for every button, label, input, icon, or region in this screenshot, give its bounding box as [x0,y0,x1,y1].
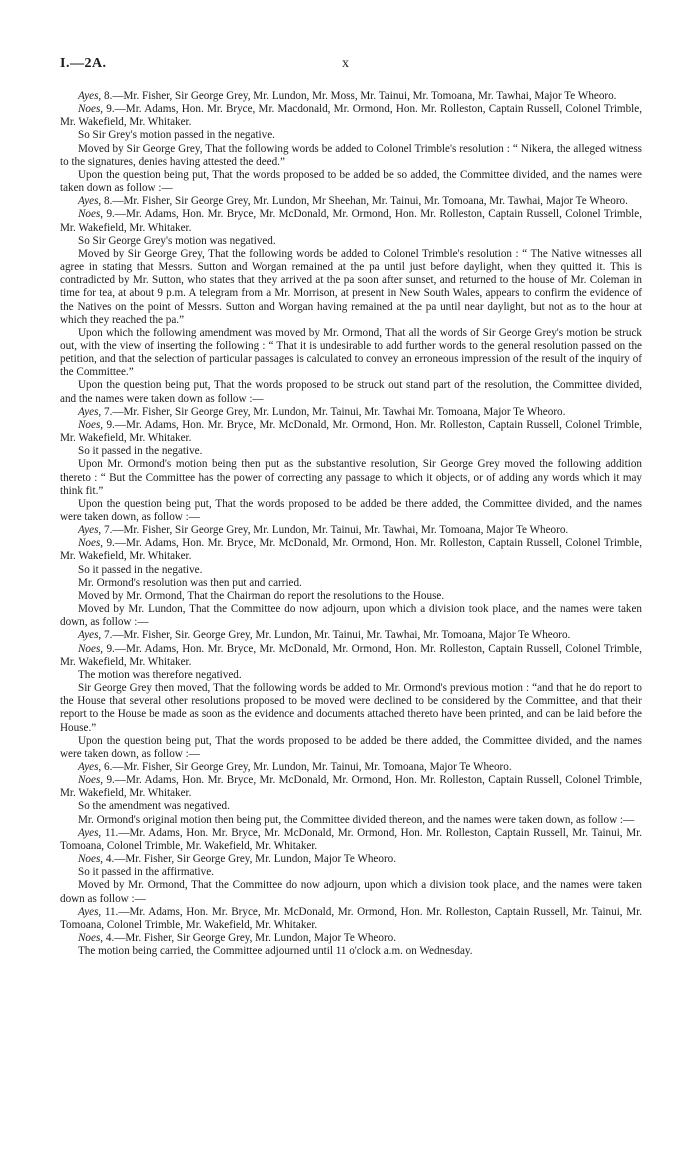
paragraph [60,827,642,853]
paragraph-text: Moved by Mr. Ormond, That the Committee do now adjourn, upon which a division took place, and the names were taken down as follow :— [60,879,642,905]
paragraph [60,524,642,537]
vote-label: Noes [78,537,101,550]
paragraph-text: Upon the question being put, That the words proposed to be struck out stand part of the resolution, the Committee divided, and the names were taken down as follow :— [60,379,642,405]
vote-label: Ayes [78,90,99,102]
paragraph [60,327,642,380]
paragraph [60,866,642,879]
paragraph-text: , 11.—Mr. Adams, Hon. Mr. Bryce, Mr. McDonald, Mr. Ormond, Hon. Mr. Rolleston, Captain Russell, Mr. Tainui, Mr. Tomoana, Colonel Trimble, Mr. Wakefield, Mr. Whitaker. [60,826,642,852]
vote-label: Ayes [78,629,99,642]
paragraph-text: , 4.—Mr. Fisher, Sir George Grey, Mr. Lundon, Major Te Wheoro. [100,853,397,866]
paragraph [60,208,642,234]
paragraph-text: , 9.—Mr. Adams, Hon. Mr. Bryce, Mr. McDonald, Mr. Ormond, Hon. Mr. Rolleston, Captain Russell, Colonel Trimble, Mr. Wakefield, Mr. Whitaker. [60,418,642,445]
document-page [60,56,642,958]
paragraph [60,143,642,169]
paragraph [60,195,642,208]
vote-label: Ayes [78,195,99,208]
vote-label: Noes [78,853,101,866]
vote-label: Ayes [78,760,99,773]
paragraph [60,603,642,629]
paragraph [60,735,642,761]
paragraph-text: Sir George Grey then moved, That the following words be added to Mr. Ormond's previous motion : “and that he do report to the House that several other resolutions proposed to be moved were declined to be considered by the Committee, and that their report to the House be made as soon as the evidence and documents attached thereto have been printed, and can be laid before the House.” [60,682,642,734]
paragraph-text: The motion being carried, the Committee adjourned until 11 o'clock a.m. on Wednesday. [78,945,473,958]
paragraph-text: So it passed in the negative. [78,445,203,458]
paragraph [60,564,642,577]
paragraph [60,761,642,774]
paragraph [60,129,642,142]
paragraph [60,458,642,497]
paragraph-text: Upon the question being put, That the words proposed to be added be so added, the Committee divided, and the names were taken down as follow :— [60,168,642,195]
paragraph-text: , 9.—Mr. Adams, Hon. Mr. Bryce, Mr. McDonald, Mr. Ormond, Hon. Mr. Rolleston, Captain Russell, Colonel Trimble, Mr. Wakefield, Mr. Whitaker. [60,208,642,234]
paper-reference: I.—2A. [60,56,107,71]
paragraph [60,800,642,813]
paragraph-text: Upon Mr. Ormond's motion being then put as the substantive resolution, Sir George Grey moved the following addition thereto : “ But the Committee has the power of correcting any passage to which it objects, or of adding any words which it may think fit.” [60,458,642,497]
paragraph-text: , 7.—Mr. Fisher, Sir. George Grey, Mr. Lundon, Mr. Tainui, Mr. Tawhai, Mr. Tomoana, Major Te Wheoro. [98,629,571,642]
vote-label: Noes [78,208,101,221]
paragraph-text: Moved by Sir George Grey, That the following words be added to Colonel Trimble's resolution : “ Nikera, the alleged witness to the signatures, denies having attested the deed.” [60,142,642,168]
vote-label: Ayes [78,405,99,418]
paragraph [60,537,642,563]
paragraph [60,853,642,866]
vote-label: Noes [78,774,101,787]
vote-label: Ayes [78,905,99,918]
paragraph-text: Moved by Mr. Ormond, That the Chairman do report the resolutions to the House. [78,589,445,602]
paragraph-text: , 8.—Mr. Fisher, Sir George Grey, Mr. Lundon, Mr Sheehan, Mr. Tainui, Mr. Tomoana, Mr. Tawhai, Major Te Wheoro. [98,195,628,208]
paragraph-text: , 4.—Mr. Fisher, Sir George Grey, Mr. Lundon, Major Te Wheoro. [100,932,397,944]
vote-label: Ayes [78,524,99,537]
paragraph-text: Upon which the following amendment was moved by Mr. Ormond, That all the words of Sir George Grey's motion be struck out, with the view of inserting the following : “ That it is undesirable to add further words to the general resolution passed on the petition, and that the selection of particular passages is calculated to convey an erroneous impression of the result of the inquiry of the Committee.” [60,326,642,379]
paragraph [60,419,642,445]
vote-label: Noes [78,932,101,944]
paragraph [60,682,642,735]
vote-label: Noes [78,642,101,655]
paragraph-text: Upon the question being put, That the words proposed to be added be there added, the Committee divided, and the names were taken down, as follow :— [60,734,642,760]
paragraph-text: , 6.—Mr. Fisher, Sir George Grey, Mr. Lundon, Mr. Tainui, Mr. Tomoana, Major Te Wheoro. [98,760,512,773]
paragraph-text: So it passed in the negative. [78,563,203,576]
paragraph [60,90,642,103]
paragraph-text: So Sir Grey's motion passed in the negative. [78,129,275,142]
paragraph-text: Moved by Mr. Lundon, That the Committee do now adjourn, upon which a division took place, and the names were taken down, as follow :— [60,603,642,629]
page-number: x [342,56,349,71]
paragraph-text: So Sir George Grey's motion was negatived. [78,234,276,247]
paragraph [60,932,642,945]
paragraph-text: , 7.—Mr. Fisher, Sir George Grey, Mr. Lundon, Mr. Tainui, Mr. Tawhai Mr. Tomoana, Major Te Wheoro. [98,405,566,418]
paragraph [60,235,642,248]
paragraph-text: , 11.—Mr. Adams, Hon. Mr. Bryce, Mr. McDonald, Mr. Ormond, Hon. Mr. Rolleston, Captain Russell, Mr. Tainui, Mr. Tomoana, Colonel Trimble, Mr. Wakefield, Mr. Whitaker. [60,905,642,931]
paragraph [60,643,642,669]
paragraph-text: , 8.—Mr. Fisher, Sir George Grey, Mr. Lundon, Mr. Moss, Mr. Tainui, Mr. Tomoana, Mr. Tawhai, Major Te Wheoro. [98,90,617,102]
paragraph [60,498,642,524]
paragraph [60,629,642,642]
paragraph-text: So the amendment was negatived. [78,800,230,813]
paragraph-text: So it passed in the affirmative. [78,866,214,879]
paragraph-text: Moved by Sir George Grey, That the following words be added to Colonel Trimble's resolution : “ The Native witnesses all agree in stating that Messrs. Sutton and Worgan remained at the pa until just before daylight, when they quitted it. This is contradicted by Mr. Sutton, who states that they arrived at the pa soon after sunset, and returned to the house of Mr. Coleman in time for tea, at about 9 p.m. A telegram from a Mr. Morrison, at present in New South Wales, appears to confirm the evidence of the Natives on the point of Messrs. Sutton and Worgan having remained at the pa until near daylight, but not as to the hour at which they reached the pa.” [60,247,642,326]
vote-label: Noes [78,103,101,116]
paragraph [60,906,642,932]
paragraph-text: , 9.—Mr. Adams, Hon. Mr. Bryce, Mr. McDonald, Mr. Ormond, Hon. Mr. Rolleston, Captain Russell, Colonel Trimble, Mr. Wakefield, Mr. Whitaker. [60,537,642,563]
paragraph [60,945,642,958]
vote-label: Noes [78,418,101,431]
paragraph-text: , 9.—Mr. Adams, Hon. Mr. Bryce, Mr. Macdonald, Mr. Ormond, Hon. Mr. Rolleston, Captain Russell, Colonel Trimble, Mr. Wakefield, Mr. Whitaker. [60,103,642,129]
paragraph [60,774,642,800]
paragraph [60,445,642,458]
paragraph [60,669,642,682]
body-text [60,90,642,958]
paragraph [60,577,642,590]
paragraph-text: Upon the question being put, That the words proposed to be added be there added, the Committee divided, and the names were taken down, as follow :— [60,497,642,523]
paragraph-text: The motion was therefore negatived. [78,668,242,681]
page-header [60,56,642,76]
paragraph-text: , 9.—Mr. Adams, Hon. Mr. Bryce, Mr. McDonald, Mr. Ormond, Hon. Mr. Rolleston, Captain Russell, Colonel Trimble, Mr. Wakefield, Mr. Whitaker. [60,774,642,800]
paragraph [60,103,642,129]
paragraph [60,590,642,603]
paragraph [60,879,642,905]
paragraph [60,379,642,405]
paragraph [60,248,642,327]
paragraph [60,814,642,827]
paragraph [60,406,642,419]
paragraph [60,169,642,195]
vote-label: Ayes [78,826,99,839]
paragraph-text: Mr. Ormond's original motion then being put, the Committee divided thereon, and the names were taken down, as follow :— [78,813,635,826]
paragraph-text: Mr. Ormond's resolution was then put and carried. [78,576,302,589]
paragraph-text: , 7.—Mr. Fisher, Sir George Grey, Mr. Lundon, Mr. Tainui, Mr. Tawhai, Mr. Tomoana, Major Te Wheoro. [98,524,569,537]
paragraph-text: , 9.—Mr. Adams, Hon. Mr. Bryce, Mr. McDonald, Mr. Ormond, Hon. Mr. Rolleston, Captain Russell, Colonel Trimble, Mr. Wakefield, Mr. Whitaker. [60,642,642,668]
